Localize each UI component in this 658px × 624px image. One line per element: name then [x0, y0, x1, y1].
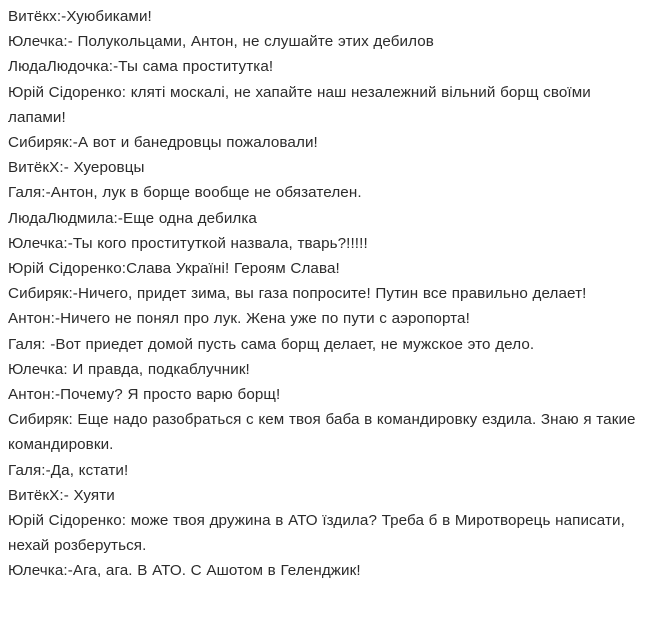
chat-message: Антон:-Почему? Я просто варю борщ!: [8, 386, 281, 404]
chat-message: Сибиряк:-А вот и банедровцы пожаловали!: [8, 134, 318, 152]
chat-message-list: [8, 4, 650, 584]
chat-message: ВитёкХ:- Хуяти: [8, 486, 115, 504]
chat-message: Галя: -Вот приедет домой пусть сама борщ делает, не мужское это дело.: [8, 335, 535, 353]
chat-message: Юлечка:-Ты кого проституткой назвала, тварь?!!!!!: [8, 234, 368, 252]
chat-message: ВитёкХ:- Хуеровцы: [8, 159, 145, 177]
chat-message: Галя:-Да, кстати!: [8, 461, 129, 479]
chat-message: Витёкх:-Хуюбиками!: [8, 8, 152, 25]
chat-message: ЛюдаЛюдмила:-Еще одна дебилка: [8, 209, 257, 227]
chat-message: Юрій Сідоренко:Слава Україні! Героям Слава!: [8, 260, 340, 278]
chat-message: Антон:-Ничего не понял про лук. Жена уже по пути с аэропорта!: [8, 310, 470, 328]
chat-message: Юрій Сідоренко: кляті москалі, не хапайте наш незалежний вільний борщ своїми лапами!: [8, 83, 591, 126]
chat-message: Юлечка: И правда, подкаблучник!: [8, 360, 250, 378]
chat-message: Галя:-Антон, лук в борще вообще не обязателен.: [8, 184, 362, 202]
chat-message: ЛюдаЛюдочка:-Ты сама проститутка!: [8, 58, 274, 76]
chat-message: Юлечка:- Полукольцами, Антон, не слушайте этих дебилов: [8, 33, 434, 51]
chat-message: Сибиряк: Еще надо разобраться с кем твоя баба в командировку ездила. Знаю я такие командировки.: [8, 411, 636, 454]
chat-message: Юлечка:-Ага, ага. В АТО. С Ашотом в Геленджик!: [8, 562, 361, 580]
chat-message: Юрій Сідоренко: може твоя дружина в АТО їздила? Треба б в Миротворець написати, нехай розберуться.: [8, 512, 625, 555]
chat-message: Сибиряк:-Ничего, придет зима, вы газа попросите! Путин все правильно делает!: [8, 285, 587, 303]
